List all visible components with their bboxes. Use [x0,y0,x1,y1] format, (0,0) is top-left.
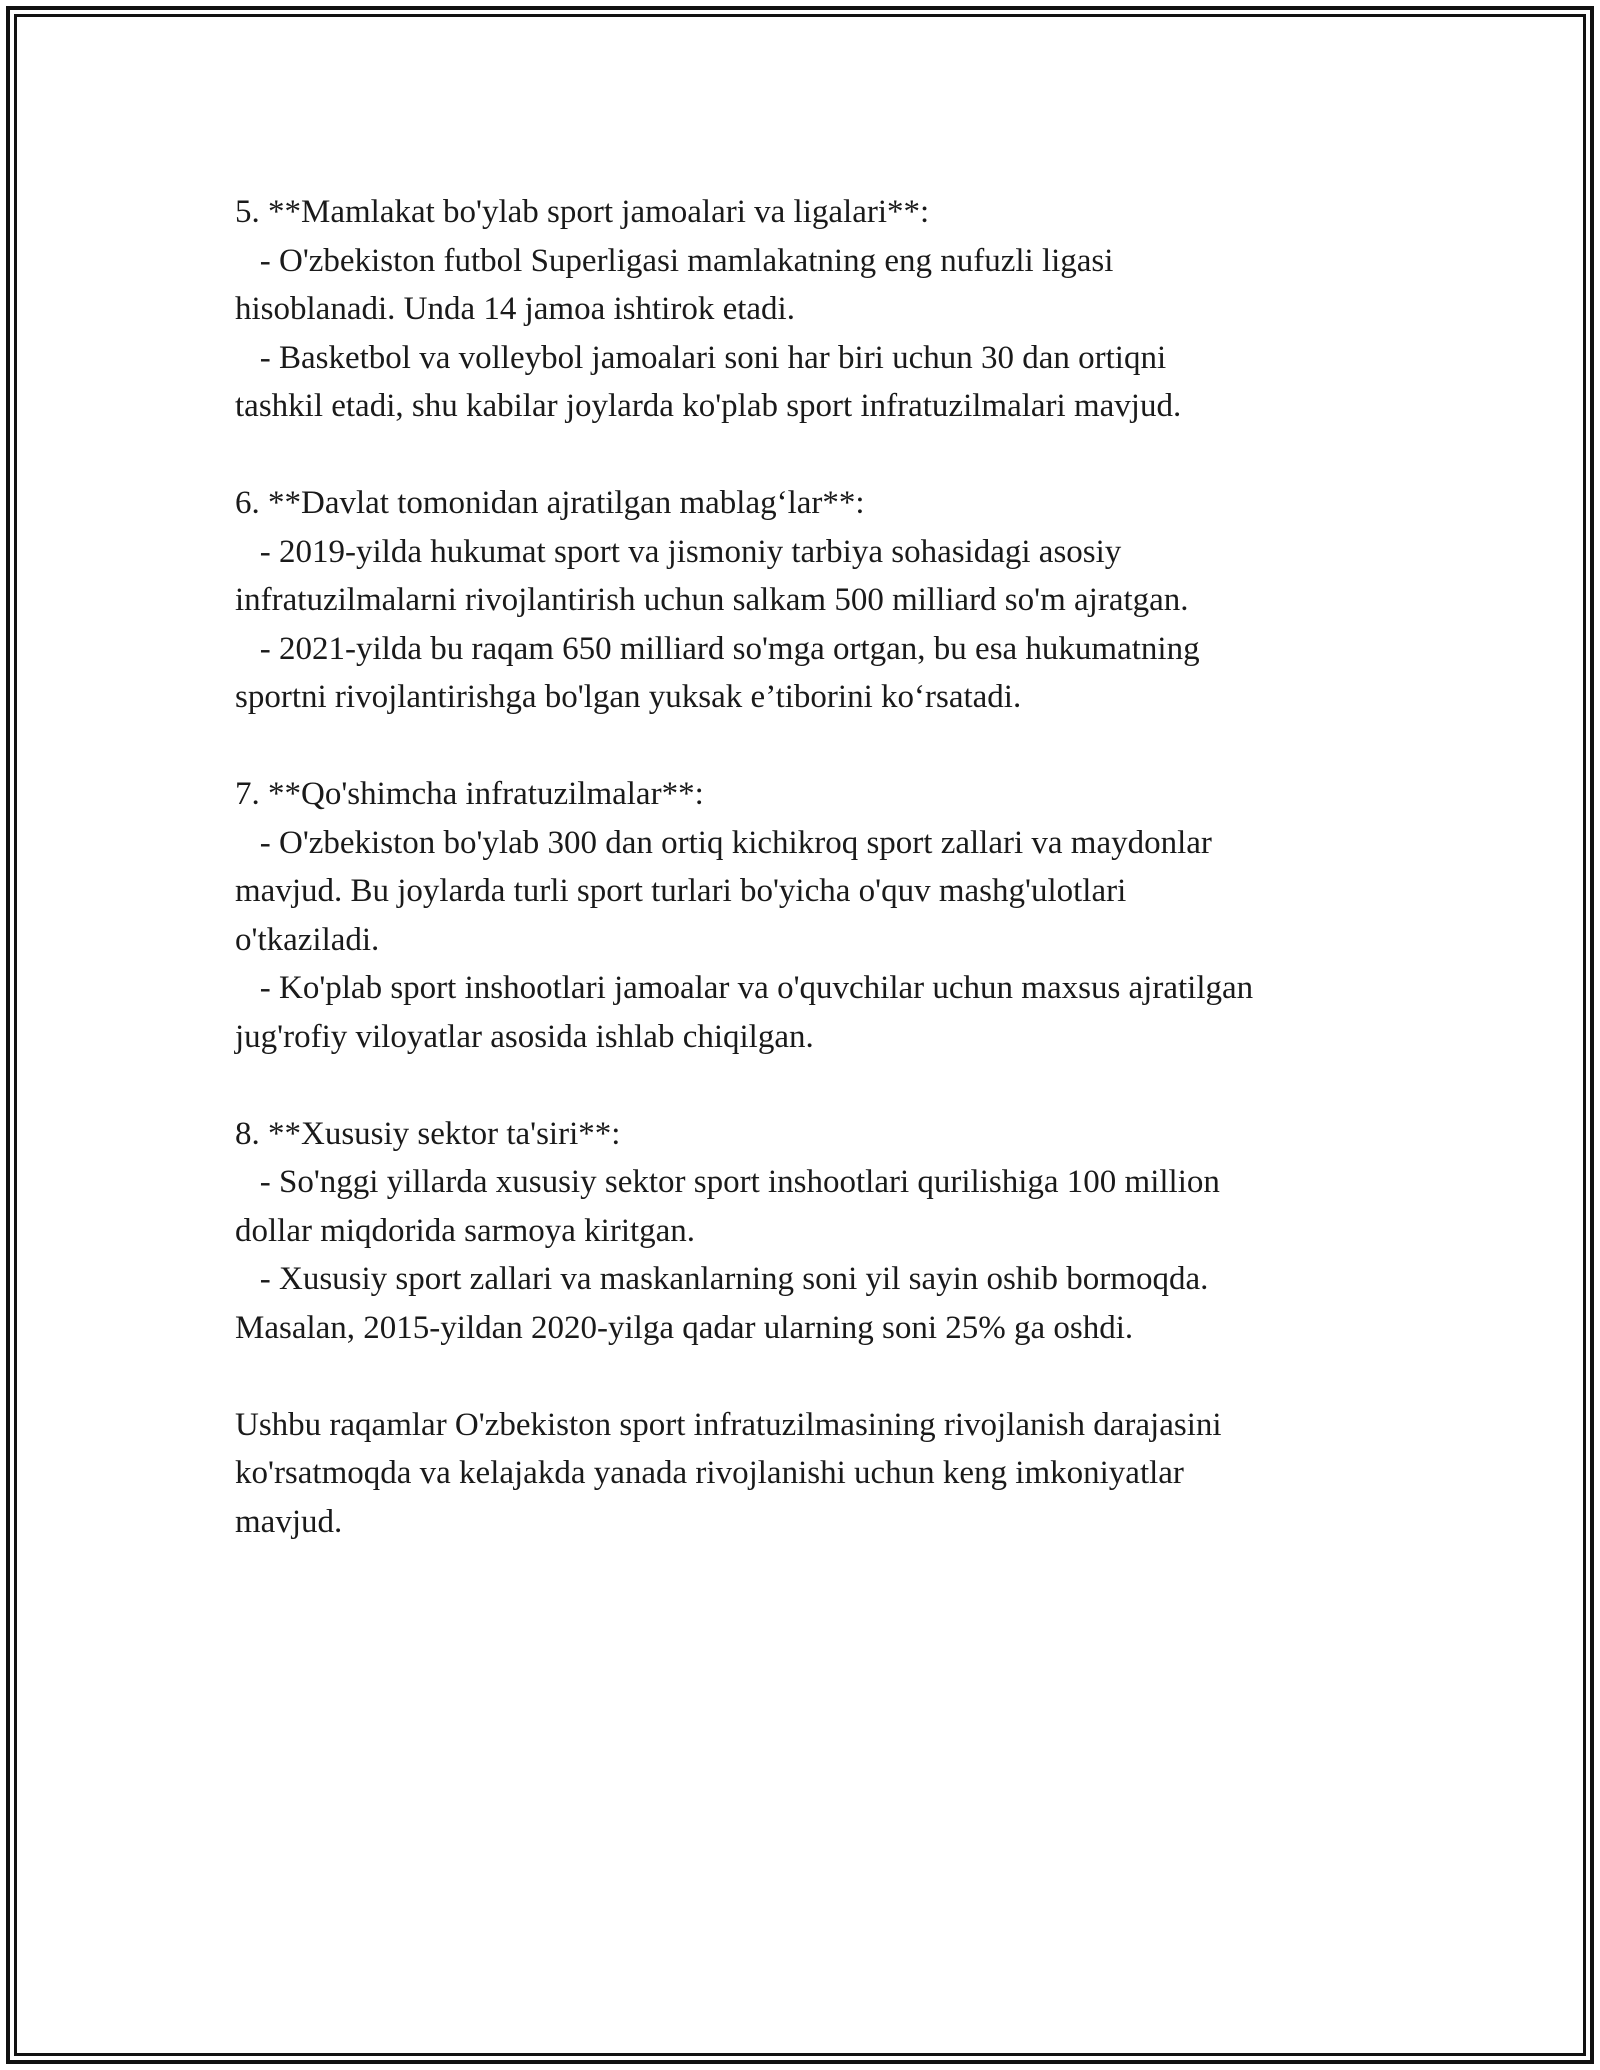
document-text-line: hisoblanadi. Unda 14 jamoa ishtirok etadi. [235,291,795,327]
document-text-line: dollar miqdorida sarmoya kiritgan. [235,1212,696,1249]
document-text-line: - Xususiy sport zallari va maskanlarning soni yil sayin oshib bormoqda. [235,1261,1209,1297]
document-text-line: 5. **Mamlakat bo'ylab sport jamoalari va ligalari**: [235,194,930,230]
document-text-line: tashkil etadi, shu kabilar joylarda ko'plab sport infratuzilmalari mavjud. [235,388,1182,424]
document-text-line: - 2019-yilda hukumat sport va jismoniy tarbiya sohasidagi asosiy [235,533,1122,570]
document-text-line: ko'rsatmoqda va kelajakda yanada rivojlanishi uchun keng imkoniyatlar [235,1455,1184,1491]
blank-line [235,431,1395,480]
document-text-line: mavjud. Bu joylarda turli sport turlari bo'yicha o'quv mashg'ulotlari [235,873,1127,909]
document-text-line: - Basketbol va volleybol jamoalari soni har biri uchun 30 dan ortiqni [235,339,1167,376]
document-text-line: - O'zbekiston futbol Superligasi mamlakatning eng nufuzli ligasi [235,242,1114,279]
document-text-line: 8. **Xususiy sektor ta'siri**: [235,1115,621,1152]
document-text-line: - 2021-yilda bu raqam 650 milliard so'mga ortgan, bu esa hukumatning [235,630,1200,667]
document-text-line: jug'rofiy viloyatlar asosida ishlab chiqilgan. [235,1018,814,1055]
document-text-line: o'tkaziladi. [235,921,380,958]
document-text-line: Masalan, 2015-yildan 2020-yilga qadar ularning soni 25% ga oshdi. [235,1309,1134,1346]
document-text-line: - Ko'plab sport inshootlari jamoalar va o'quvchilar uchun maxsus ajratilgan [235,970,1254,1006]
document-text-line: sportni rivojlantirishga bo'lgan yuksak e’tiborini ko‘rsatadi. [235,679,1022,715]
document-text-line: 7. **Qo'shimcha infratuzilmalar**: [235,776,704,812]
document-text-line: 6. **Davlat tomonidan ajratilgan mablag‘lar**: [235,485,865,521]
blank-line [235,1061,1395,1110]
document-text-line: Ushbu raqamlar O'zbekiston sport infratuzilmasining rivojlanish darajasini [235,1406,1222,1443]
document-text-line: mavjud. [235,1503,343,1540]
document-text-line: - O'zbekiston bo'ylab 300 dan ortiq kichikroq sport zallari va maydonlar [235,824,1212,861]
blank-line [235,722,1395,771]
document-text-line: infratuzilmalarni rivojlantirish uchun salkam 500 milliard so'm ajratgan. [235,582,1189,618]
blank-line [235,1352,1395,1401]
document-body [235,188,1395,1546]
document-text-line: - So'nggi yillarda xususiy sektor sport inshootlari qurilishiga 100 million [235,1164,1220,1200]
